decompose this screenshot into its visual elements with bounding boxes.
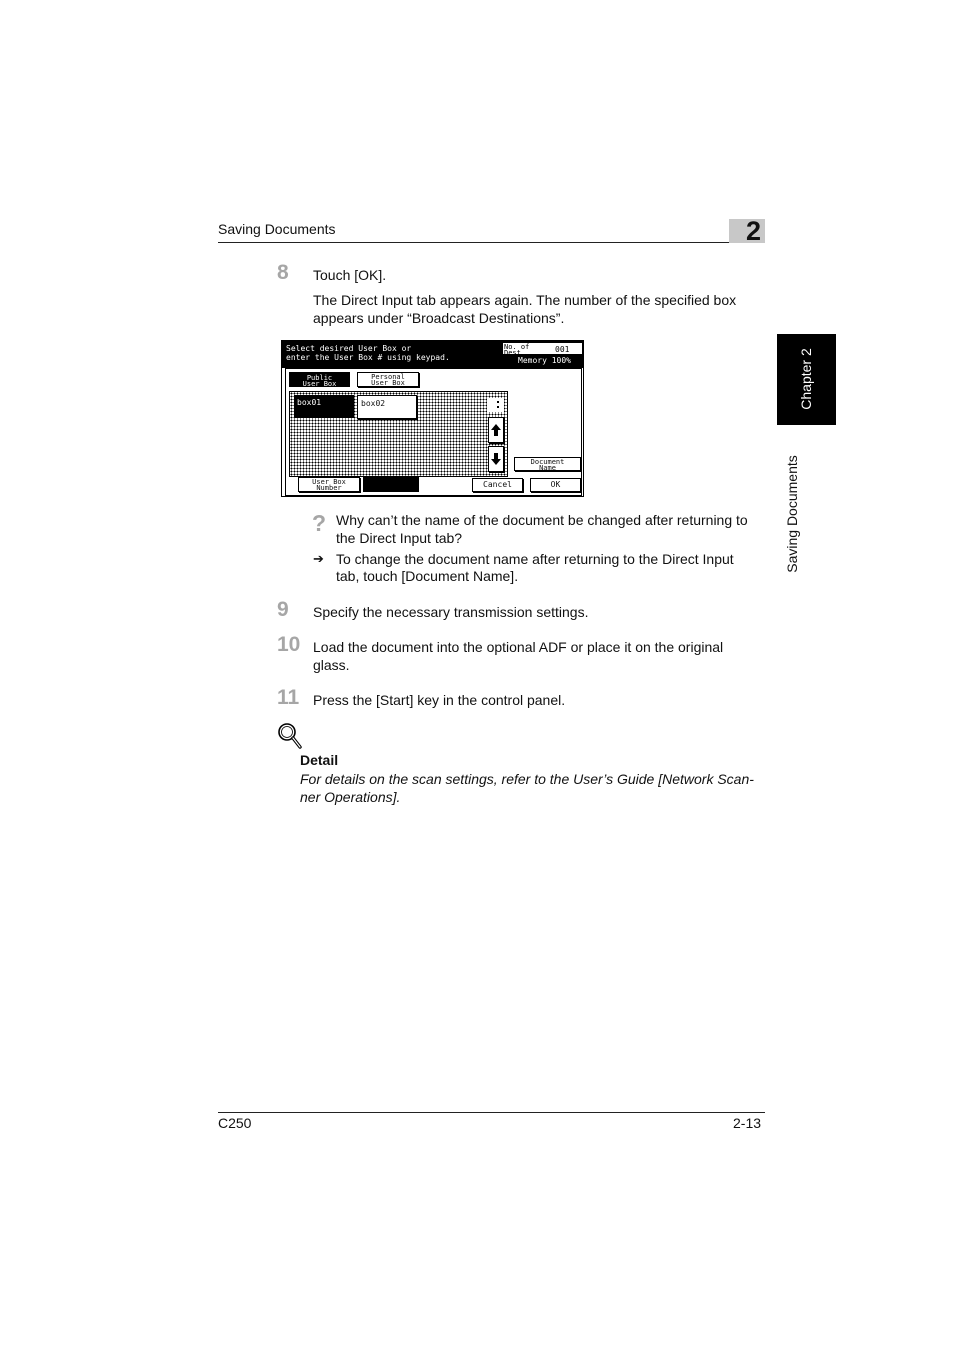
header-rule (218, 242, 765, 243)
step-8-detail-line2: appears under “Broadcast Destinations”. (313, 310, 565, 326)
destination-count-box (503, 343, 582, 357)
detail-text (300, 770, 770, 806)
screen-message-line2: enter the User Box # using keypad. (286, 353, 450, 362)
memory-indicator: Memory 100% (518, 356, 571, 365)
box-item[interactable]: box02 (357, 395, 417, 419)
step-11-number: 11 (277, 686, 300, 709)
scroll-down-button[interactable] (488, 446, 504, 472)
side-section-label: Saving Documents (784, 455, 800, 573)
scroll-indicator (487, 398, 504, 412)
question-line2: the Direct Input tab? (336, 530, 463, 546)
user-box-pane (285, 368, 582, 496)
footer-page-number: 2-13 (733, 1115, 762, 1131)
step-9-number: 9 (277, 598, 289, 621)
user-box-number-button[interactable]: User Box Number (298, 477, 360, 492)
step-10-line1: Load the document into the optional ADF or place it on the original (313, 639, 724, 655)
destination-count-label: No. of Dest. (504, 343, 530, 357)
step-10-line2: glass. (313, 657, 350, 673)
side-chapter-label: Chapter 2 (798, 348, 814, 410)
box-item-selected[interactable]: box01 (294, 395, 354, 418)
answer-line1: To change the document name after returning to the Direct Input (336, 551, 734, 567)
step-10-number: 10 (277, 633, 301, 656)
document-name-button[interactable]: Document Name (514, 457, 581, 471)
screen-message-line1: Select desired User Box or (286, 344, 412, 353)
step-9-text: Specify the necessary transmission settings. (313, 604, 589, 620)
question-line1: Why can’t the name of the document be changed after returning to (336, 512, 748, 528)
step-8-detail-line1: The Direct Input tab appears again. The number of the specified box (313, 292, 737, 308)
arrow-down-icon (489, 447, 503, 471)
tab-public-user-box[interactable]: Public User Box (289, 372, 350, 387)
detail-line2: ner Operations]. (300, 789, 401, 805)
cancel-button[interactable]: Cancel (472, 478, 523, 492)
magnifier-icon (277, 722, 303, 750)
step-8-number: 8 (277, 261, 289, 284)
step-11-text: Press the [Start] key in the control panel. (313, 692, 566, 708)
destination-count-value: 001 (555, 345, 570, 354)
scroll-up-button[interactable] (488, 417, 504, 443)
screen-message-bar (282, 341, 583, 368)
screen-message (286, 344, 450, 362)
step-8-instruction: Touch [OK]. (313, 267, 387, 283)
ok-button[interactable]: OK (530, 478, 581, 492)
answer-line2: tab, touch [Document Name]. (336, 568, 519, 584)
arrow-up-icon (489, 418, 503, 442)
control-panel-screenshot (281, 340, 584, 497)
user-box-number-display (363, 477, 419, 492)
detail-line1: For details on the scan settings, refer to the User’s Guide [Network Scan- (300, 771, 754, 787)
question-mark-icon: ? (312, 510, 327, 536)
footer-model: C250 (218, 1115, 252, 1131)
box-list-area (289, 391, 508, 477)
footer-rule (218, 1112, 765, 1113)
tab-personal-user-box[interactable]: Personal User Box (357, 372, 419, 387)
detail-label: Detail (300, 752, 339, 768)
running-header-title: Saving Documents (218, 221, 336, 237)
arrow-icon: ➔ (313, 551, 324, 566)
chapter-number: 2 (746, 216, 762, 246)
